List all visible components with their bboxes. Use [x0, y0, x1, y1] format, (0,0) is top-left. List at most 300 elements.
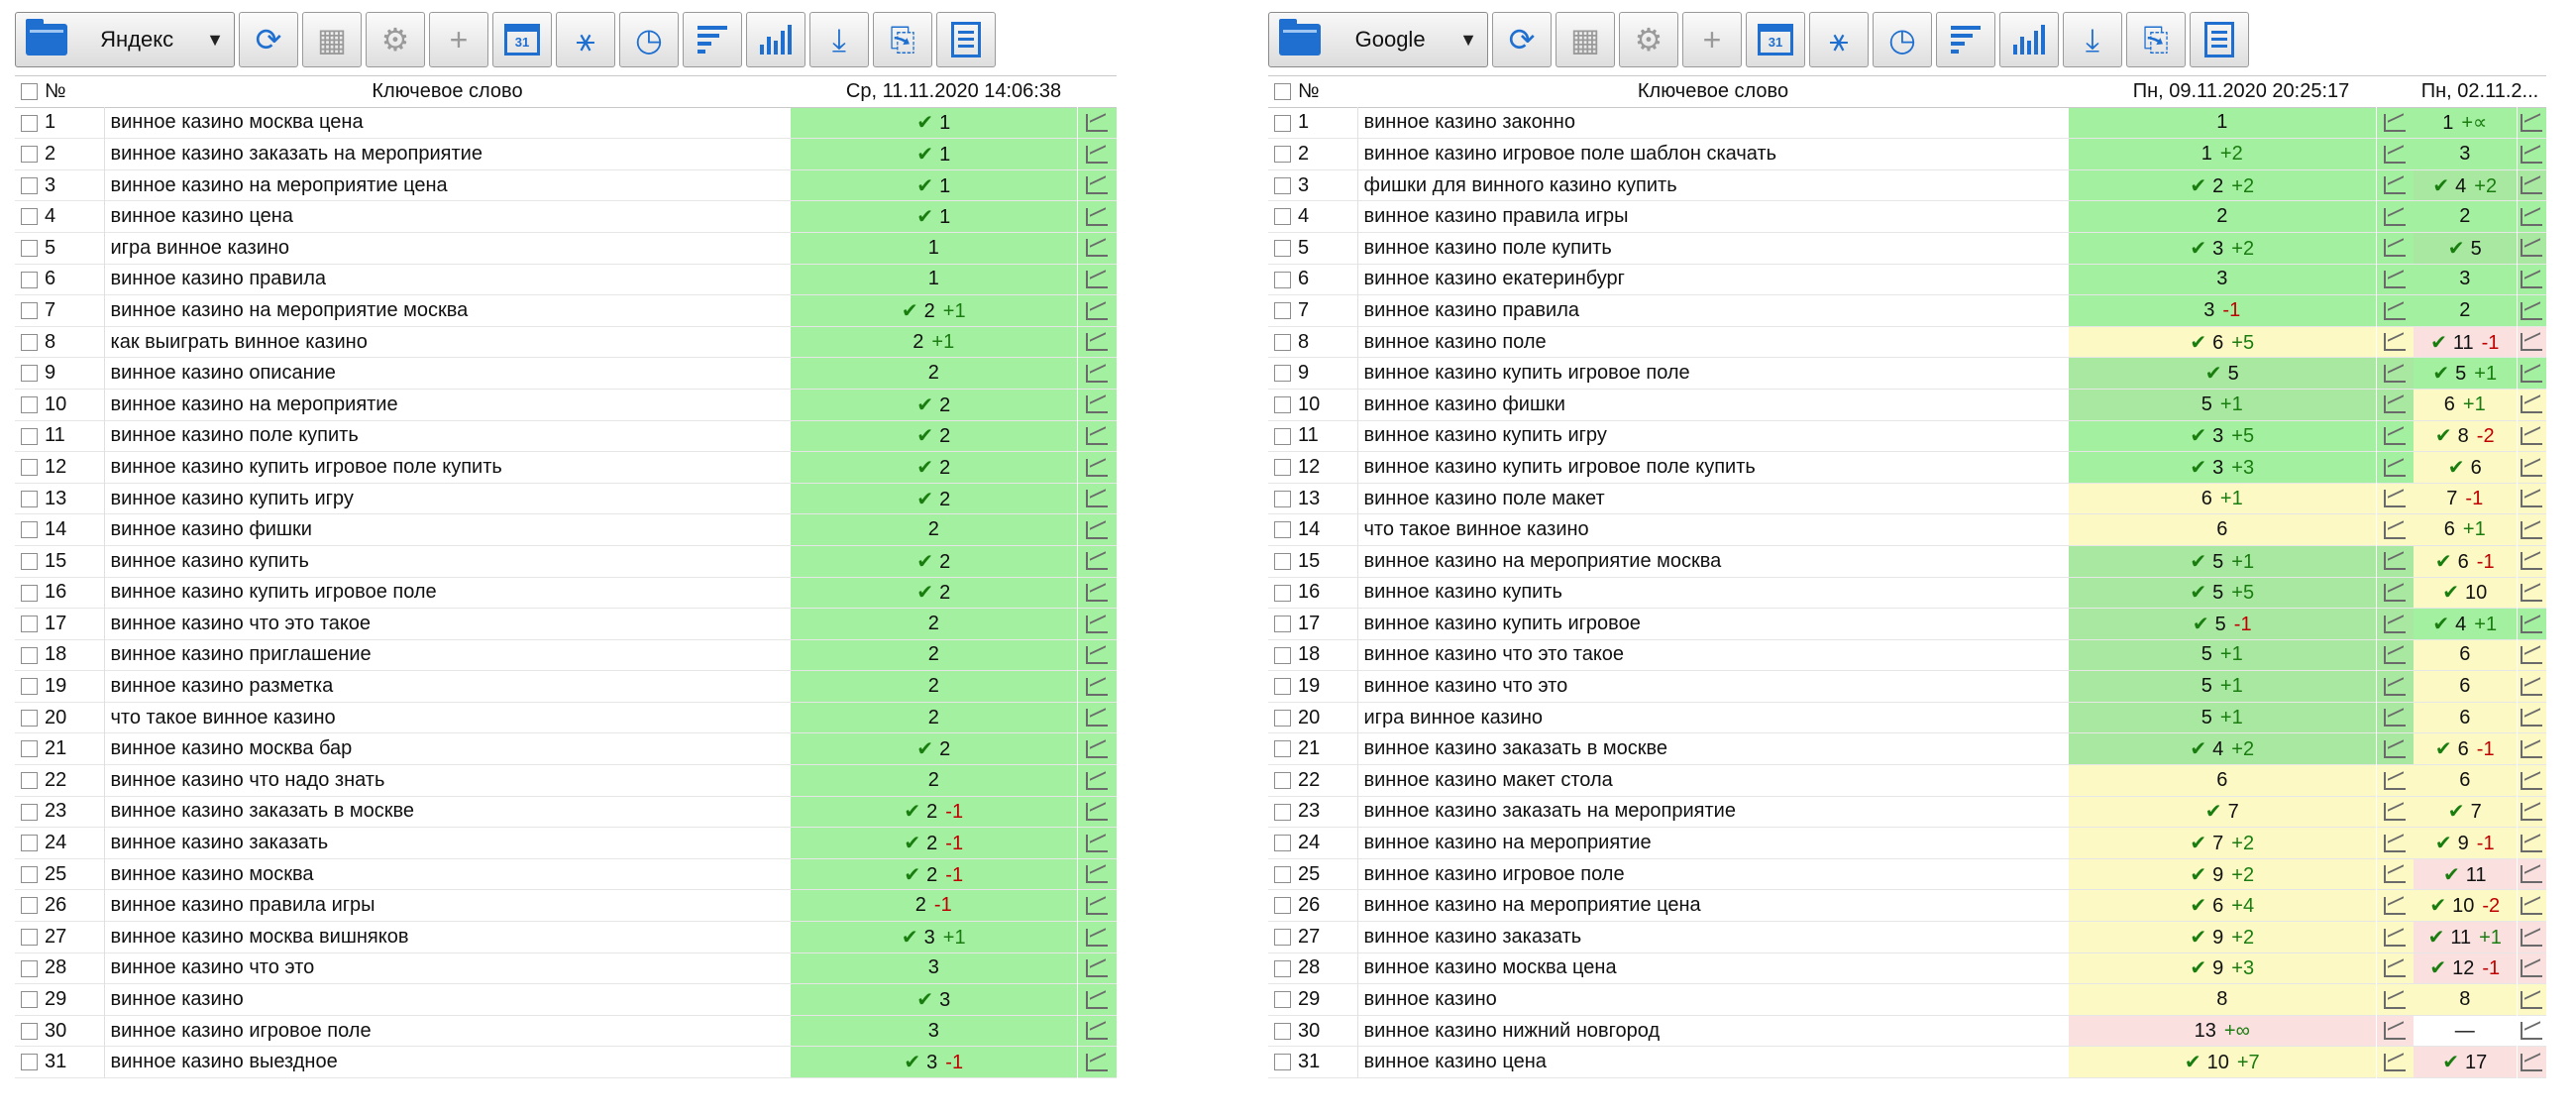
graph-button[interactable]	[2376, 358, 2414, 390]
graph-button[interactable]	[2376, 452, 2414, 484]
row-checkbox[interactable]	[1268, 1015, 1296, 1047]
engine-select[interactable]	[15, 12, 235, 67]
table-row[interactable]	[1268, 922, 2546, 953]
graph-button[interactable]	[1077, 733, 1117, 765]
graph-button[interactable]	[2376, 389, 2414, 420]
row-checkbox[interactable]	[15, 828, 43, 859]
graph-button[interactable]	[2517, 671, 2546, 703]
position-cell	[2069, 514, 2376, 546]
graph-button[interactable]	[2376, 858, 2414, 890]
table-row[interactable]	[1268, 796, 2546, 828]
row-checkbox[interactable]	[15, 107, 43, 139]
graph-button[interactable]	[2517, 107, 2546, 139]
calendar-button[interactable]	[492, 12, 552, 67]
table-row[interactable]	[15, 765, 1117, 797]
graph-button[interactable]	[1077, 139, 1117, 170]
table-row[interactable]	[1268, 358, 2546, 390]
graph-button[interactable]	[1077, 452, 1117, 484]
table-row[interactable]	[15, 514, 1117, 546]
table-row[interactable]	[15, 139, 1117, 170]
settings-button[interactable]	[366, 12, 425, 67]
row-checkbox[interactable]	[1268, 232, 1296, 264]
row-checkbox[interactable]	[1268, 639, 1296, 671]
graph-button[interactable]	[2376, 326, 2414, 358]
table-row[interactable]	[1268, 201, 2546, 233]
table-row[interactable]	[15, 107, 1117, 139]
row-checkbox[interactable]	[15, 671, 43, 703]
graph-icon	[2384, 552, 2406, 570]
row-checkbox[interactable]	[1268, 702, 1296, 733]
table-row[interactable]	[1268, 890, 2546, 922]
graph-button[interactable]	[2517, 609, 2546, 640]
graph-button[interactable]	[1077, 639, 1117, 671]
table-row[interactable]	[15, 295, 1117, 327]
row-checkbox[interactable]	[15, 577, 43, 609]
graph-button[interactable]	[2376, 1015, 2414, 1047]
table-row[interactable]	[1268, 295, 2546, 327]
table-row[interactable]	[15, 828, 1117, 859]
graph-button[interactable]	[1077, 295, 1117, 327]
graph-button[interactable]	[2376, 671, 2414, 703]
row-checkbox[interactable]	[1268, 671, 1296, 703]
row-checkbox[interactable]	[15, 1015, 43, 1047]
row-checkbox[interactable]	[15, 609, 43, 640]
graph-button[interactable]	[2376, 984, 2414, 1016]
select-all-checkbox[interactable]	[15, 76, 43, 108]
keyword-header[interactable]: Ключевое слово	[1357, 76, 2069, 108]
table-row[interactable]	[1268, 577, 2546, 609]
table-row[interactable]	[15, 452, 1117, 484]
position-value: 3	[2459, 268, 2471, 290]
graph-button[interactable]	[1077, 890, 1117, 922]
table-row[interactable]	[1268, 858, 2546, 890]
graph-button[interactable]	[2376, 733, 2414, 765]
table-row[interactable]	[15, 201, 1117, 233]
row-checkbox[interactable]	[15, 358, 43, 390]
chart-icon	[2013, 25, 2045, 55]
graph-button[interactable]	[2517, 765, 2546, 797]
graph-button[interactable]	[2376, 639, 2414, 671]
graph-button[interactable]	[2517, 139, 2546, 170]
row-checkbox[interactable]	[1268, 169, 1296, 201]
position-value: 5	[2200, 706, 2212, 728]
graph-icon	[2384, 146, 2406, 164]
position-change: +1	[2219, 643, 2243, 666]
graph-button[interactable]	[2376, 483, 2414, 514]
row-checkbox[interactable]	[15, 984, 43, 1016]
graph-button[interactable]	[2517, 858, 2546, 890]
position-cell	[791, 264, 1077, 295]
table-row[interactable]	[15, 1015, 1117, 1047]
table-row[interactable]	[1268, 828, 2546, 859]
row-checkbox[interactable]	[15, 1047, 43, 1078]
graph-button[interactable]	[2517, 984, 2546, 1016]
row-checkbox[interactable]	[15, 326, 43, 358]
refresh-button[interactable]	[239, 12, 298, 67]
graph-icon	[2521, 146, 2542, 164]
graph-button[interactable]	[2517, 264, 2546, 295]
graph-button[interactable]	[1077, 609, 1117, 640]
download-button[interactable]	[809, 12, 869, 67]
chart-button[interactable]	[746, 12, 805, 67]
graph-button[interactable]	[1077, 828, 1117, 859]
graph-button[interactable]	[1077, 922, 1117, 953]
sort-button[interactable]	[683, 12, 742, 67]
graph-button[interactable]	[1077, 389, 1117, 420]
graph-button[interactable]	[2376, 922, 2414, 953]
number-header[interactable]: №	[43, 76, 104, 108]
table-row[interactable]	[15, 232, 1117, 264]
table-row[interactable]	[1268, 107, 2546, 139]
row-checkbox[interactable]	[15, 796, 43, 828]
row-checkbox[interactable]	[15, 452, 43, 484]
table-row[interactable]	[15, 264, 1117, 295]
row-checkbox[interactable]	[15, 169, 43, 201]
graph-button[interactable]	[2517, 828, 2546, 859]
graph-button[interactable]	[1077, 858, 1117, 890]
check-icon: ✔	[2204, 801, 2222, 824]
graph-button[interactable]	[2376, 420, 2414, 452]
graph-icon	[2521, 1022, 2542, 1040]
number-header[interactable]: №	[1296, 76, 1357, 108]
position-value: 6	[2216, 518, 2228, 541]
graph-button[interactable]	[2376, 201, 2414, 233]
table-row[interactable]	[15, 358, 1117, 390]
row-checkbox[interactable]	[15, 483, 43, 514]
table-row[interactable]	[1268, 1047, 2546, 1078]
graph-button[interactable]	[1077, 796, 1117, 828]
row-checkbox[interactable]	[15, 295, 43, 327]
export-button[interactable]	[873, 12, 932, 67]
row-checkbox[interactable]	[1268, 264, 1296, 295]
graph-button[interactable]	[2517, 1015, 2546, 1047]
table-row[interactable]	[15, 890, 1117, 922]
graph-button[interactable]	[2376, 890, 2414, 922]
table-row[interactable]	[15, 577, 1117, 609]
position-value: 6	[2459, 706, 2471, 728]
graph-button[interactable]	[1077, 326, 1117, 358]
graph-button[interactable]	[2517, 452, 2546, 484]
row-checkbox[interactable]	[1268, 139, 1296, 170]
table-row[interactable]	[15, 671, 1117, 703]
graph-button[interactable]	[2376, 765, 2414, 797]
graph-button[interactable]	[2517, 514, 2546, 546]
row-checkbox[interactable]	[1268, 796, 1296, 828]
row-checkbox[interactable]	[1268, 1047, 1296, 1078]
graph-button[interactable]	[1077, 1015, 1117, 1047]
row-checkbox[interactable]	[1268, 765, 1296, 797]
row-checkbox[interactable]	[15, 201, 43, 233]
graph-button[interactable]	[2376, 545, 2414, 577]
report-button[interactable]	[2190, 12, 2249, 67]
position-cell	[791, 107, 1077, 139]
graph-button[interactable]	[1077, 577, 1117, 609]
table-settings-button[interactable]	[1556, 12, 1615, 67]
table-row[interactable]	[15, 420, 1117, 452]
row-checkbox[interactable]	[15, 139, 43, 170]
date-header[interactable]: Пн, 09.11.2020 20:25:17	[2069, 76, 2414, 108]
table-row[interactable]	[15, 389, 1117, 420]
network-button[interactable]	[1809, 12, 1869, 67]
row-checkbox[interactable]	[1268, 922, 1296, 953]
table-row[interactable]	[1268, 420, 2546, 452]
row-checkbox[interactable]	[1268, 420, 1296, 452]
graph-button[interactable]	[2376, 514, 2414, 546]
graph-icon	[2521, 271, 2542, 288]
row-checkbox[interactable]	[1268, 452, 1296, 484]
row-checkbox[interactable]	[1268, 358, 1296, 390]
row-checkbox[interactable]	[1268, 733, 1296, 765]
row-checkbox[interactable]	[15, 858, 43, 890]
graph-button[interactable]	[2517, 358, 2546, 390]
position-cell	[791, 514, 1077, 546]
graph-button[interactable]	[2517, 420, 2546, 452]
graph-button[interactable]	[2517, 702, 2546, 733]
position-value: 2	[939, 582, 951, 605]
position-change: +1	[2219, 675, 2243, 698]
download-button[interactable]	[2063, 12, 2122, 67]
graph-button[interactable]	[2376, 264, 2414, 295]
position-value: 1	[939, 112, 951, 135]
position-cell	[791, 765, 1077, 797]
position-cell	[2414, 796, 2517, 828]
row-checkbox[interactable]	[1268, 952, 1296, 984]
report-button[interactable]	[936, 12, 996, 67]
row-checkbox[interactable]	[1268, 858, 1296, 890]
graph-button[interactable]	[1077, 984, 1117, 1016]
row-checkbox[interactable]	[15, 545, 43, 577]
position-cell	[2414, 828, 2517, 859]
table-row[interactable]	[15, 483, 1117, 514]
engine-select[interactable]	[1268, 12, 1488, 67]
row-number: 20	[1296, 702, 1357, 733]
graph-button[interactable]	[1077, 483, 1117, 514]
table-row[interactable]	[1268, 545, 2546, 577]
keyword-cell: винное казино фишки	[110, 518, 312, 541]
graph-icon	[2521, 865, 2542, 883]
row-checkbox[interactable]	[15, 420, 43, 452]
table-row[interactable]	[1268, 671, 2546, 703]
table-settings-button[interactable]	[302, 12, 362, 67]
graph-button[interactable]	[2376, 1047, 2414, 1078]
graph-button[interactable]	[2376, 577, 2414, 609]
graph-button[interactable]	[2376, 169, 2414, 201]
refresh-button[interactable]	[1492, 12, 1552, 67]
table-row[interactable]	[1268, 639, 2546, 671]
table-row[interactable]	[15, 545, 1117, 577]
check-icon: ✔	[2434, 425, 2452, 448]
graph-button[interactable]	[2517, 483, 2546, 514]
row-checkbox[interactable]	[15, 765, 43, 797]
table-row[interactable]	[15, 922, 1117, 953]
graph-button[interactable]	[1077, 671, 1117, 703]
clock-button[interactable]	[1873, 12, 1932, 67]
graph-button[interactable]	[1077, 1047, 1117, 1078]
table-row[interactable]	[1268, 389, 2546, 420]
graph-button[interactable]	[2517, 796, 2546, 828]
calendar-icon	[504, 24, 540, 56]
graph-button[interactable]	[2517, 326, 2546, 358]
row-checkbox[interactable]	[1268, 389, 1296, 420]
graph-button[interactable]	[2517, 545, 2546, 577]
graph-button[interactable]	[1077, 264, 1117, 295]
graph-button[interactable]	[1077, 545, 1117, 577]
table-row[interactable]	[1268, 326, 2546, 358]
row-checkbox[interactable]	[15, 922, 43, 953]
row-checkbox[interactable]	[1268, 890, 1296, 922]
row-checkbox[interactable]	[15, 389, 43, 420]
table-row[interactable]	[1268, 232, 2546, 264]
row-checkbox[interactable]	[1268, 201, 1296, 233]
position-cell	[2414, 420, 2517, 452]
graph-button[interactable]	[2517, 1047, 2546, 1078]
row-checkbox[interactable]	[1268, 483, 1296, 514]
graph-button[interactable]	[1077, 358, 1117, 390]
graph-button[interactable]	[1077, 169, 1117, 201]
table-row[interactable]	[1268, 952, 2546, 984]
graph-button[interactable]	[1077, 765, 1117, 797]
keyword-cell: винное казино заказать на мероприятие	[110, 142, 483, 165]
graph-button[interactable]	[2517, 169, 2546, 201]
graph-icon	[2384, 865, 2406, 883]
graph-button[interactable]	[2376, 609, 2414, 640]
table-row[interactable]	[1268, 139, 2546, 170]
table-row[interactable]	[15, 733, 1117, 765]
table-row[interactable]	[15, 639, 1117, 671]
graph-button[interactable]	[2517, 952, 2546, 984]
row-checkbox[interactable]	[15, 702, 43, 733]
add-button[interactable]	[1682, 12, 1742, 67]
calendar-button[interactable]	[1746, 12, 1805, 67]
yandex-panel	[15, 0, 1117, 1078]
table-row[interactable]	[1268, 702, 2546, 733]
graph-button[interactable]	[2517, 922, 2546, 953]
network-button[interactable]	[556, 12, 615, 67]
row-checkbox[interactable]	[15, 952, 43, 984]
table-row[interactable]	[1268, 514, 2546, 546]
table-row[interactable]	[15, 1047, 1117, 1078]
graph-button[interactable]	[2517, 295, 2546, 327]
row-checkbox[interactable]	[1268, 984, 1296, 1016]
graph-button[interactable]	[1077, 420, 1117, 452]
check-icon: ✔	[2190, 738, 2207, 761]
graph-button[interactable]	[2517, 890, 2546, 922]
graph-button[interactable]	[2517, 201, 2546, 233]
table-row[interactable]	[15, 984, 1117, 1016]
graph-button[interactable]	[2517, 639, 2546, 671]
position-cell	[2069, 890, 2376, 922]
row-checkbox[interactable]	[15, 890, 43, 922]
graph-icon	[1086, 646, 1108, 664]
graph-button[interactable]	[2517, 232, 2546, 264]
check-icon: ✔	[916, 550, 934, 573]
graph-button[interactable]	[2376, 232, 2414, 264]
position-value: 6	[2216, 768, 2228, 791]
select-all-checkbox[interactable]	[1268, 76, 1296, 108]
graph-button[interactable]	[1077, 702, 1117, 733]
graph-button[interactable]	[1077, 514, 1117, 546]
row-checkbox[interactable]	[1268, 326, 1296, 358]
position-cell	[2069, 169, 2376, 201]
graph-button[interactable]	[1077, 107, 1117, 139]
graph-button[interactable]	[2517, 733, 2546, 765]
sort-button[interactable]	[1936, 12, 1995, 67]
clock-button[interactable]	[619, 12, 679, 67]
table-row[interactable]	[1268, 452, 2546, 484]
row-number: 15	[1296, 545, 1357, 577]
row-checkbox[interactable]	[15, 733, 43, 765]
row-checkbox[interactable]	[1268, 107, 1296, 139]
export-button[interactable]	[2126, 12, 2186, 67]
row-checkbox[interactable]	[15, 264, 43, 295]
position-value: 5	[2200, 392, 2212, 415]
row-checkbox[interactable]	[1268, 577, 1296, 609]
table-row[interactable]	[1268, 1015, 2546, 1047]
graph-button[interactable]	[2517, 389, 2546, 420]
graph-button[interactable]	[2376, 952, 2414, 984]
row-checkbox[interactable]	[1268, 828, 1296, 859]
graph-button[interactable]	[2376, 107, 2414, 139]
date-header[interactable]: Пн, 02.11.2...	[2414, 76, 2546, 108]
table-row[interactable]	[15, 952, 1117, 984]
row-checkbox[interactable]	[1268, 609, 1296, 640]
table-row[interactable]	[1268, 765, 2546, 797]
graph-icon	[1086, 146, 1108, 164]
row-checkbox[interactable]	[15, 232, 43, 264]
table-row[interactable]	[1268, 169, 2546, 201]
table-row[interactable]	[15, 326, 1117, 358]
graph-button[interactable]	[2376, 139, 2414, 170]
table-row[interactable]	[15, 702, 1117, 733]
graph-button[interactable]	[2376, 295, 2414, 327]
settings-button[interactable]	[1619, 12, 1678, 67]
row-checkbox[interactable]	[1268, 545, 1296, 577]
graph-button[interactable]	[2517, 577, 2546, 609]
table-row[interactable]	[15, 609, 1117, 640]
date-header[interactable]: Ср, 11.11.2020 14:06:38	[791, 76, 1117, 108]
add-button[interactable]	[429, 12, 488, 67]
graph-icon	[2521, 239, 2542, 257]
row-checkbox[interactable]	[1268, 295, 1296, 327]
table-row[interactable]	[15, 796, 1117, 828]
row-checkbox[interactable]	[15, 514, 43, 546]
table-row[interactable]	[1268, 733, 2546, 765]
row-checkbox[interactable]	[1268, 514, 1296, 546]
table-row[interactable]	[15, 169, 1117, 201]
keyword-cell: винное казино нижний новгород	[1363, 1019, 1661, 1042]
graph-button[interactable]	[2376, 702, 2414, 733]
keyword-cell: винное казино правила игры	[1363, 205, 1629, 228]
graph-button[interactable]	[1077, 232, 1117, 264]
graph-button[interactable]	[1077, 952, 1117, 984]
clock-icon: ◷	[635, 22, 663, 57]
table-row[interactable]	[1268, 609, 2546, 640]
row-checkbox[interactable]	[15, 639, 43, 671]
graph-button[interactable]	[2376, 828, 2414, 859]
table-row[interactable]	[15, 858, 1117, 890]
table-row[interactable]	[1268, 264, 2546, 295]
graph-button[interactable]	[2376, 796, 2414, 828]
chart-button[interactable]	[1999, 12, 2059, 67]
table-row[interactable]	[1268, 984, 2546, 1016]
calendar-day: 31	[504, 24, 540, 56]
row-number: 25	[43, 858, 104, 890]
position-change: +1	[2219, 706, 2243, 728]
table-row[interactable]	[1268, 483, 2546, 514]
position-value: 10	[2206, 1052, 2229, 1074]
graph-button[interactable]	[1077, 201, 1117, 233]
keyword-header[interactable]: Ключевое слово	[104, 76, 791, 108]
